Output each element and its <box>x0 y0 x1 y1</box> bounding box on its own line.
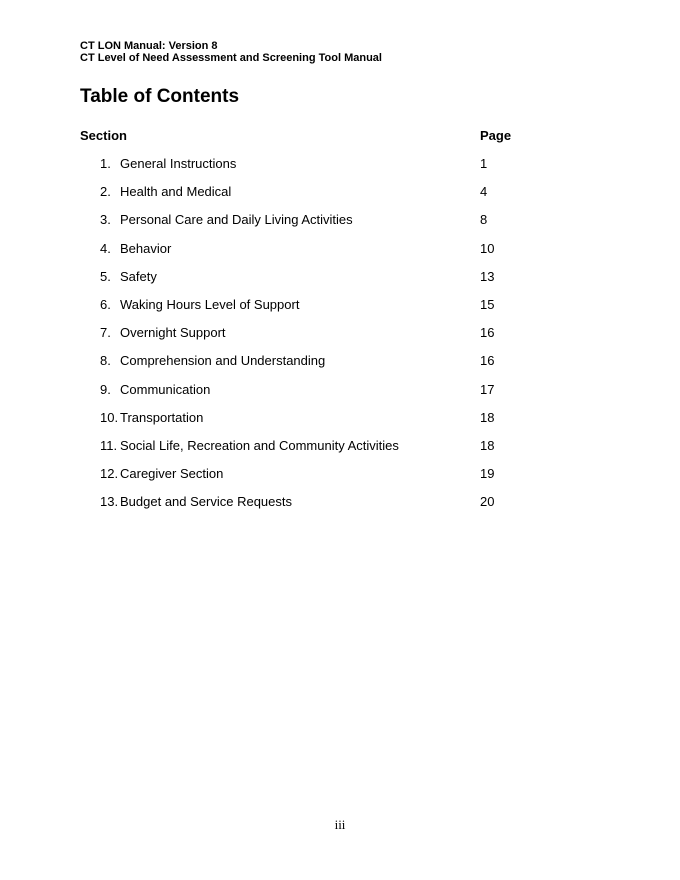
toc-entry-page: 4 <box>480 184 488 200</box>
toc-entry-page: 8 <box>480 212 488 228</box>
page-title: Table of Contents <box>80 86 240 107</box>
toc-entry <box>0 267 680 295</box>
toc-entry-number: 7. <box>100 325 111 341</box>
toc-entry <box>0 210 680 238</box>
toc-entry-title: Personal Care and Daily Living Activities <box>120 212 353 228</box>
toc-entry-page: 16 <box>480 325 495 341</box>
toc-entry-page: 20 <box>480 494 495 510</box>
toc-entry <box>0 154 680 182</box>
toc-entry-number: 13. <box>100 494 119 510</box>
header-manual-version: CT LON Manual: Version 8 <box>80 40 218 52</box>
toc-entry-page: 10 <box>480 240 495 256</box>
toc-entry <box>0 408 680 436</box>
toc-entry <box>0 182 680 210</box>
toc-entry-title: General Instructions <box>120 156 237 171</box>
toc-list <box>0 154 680 520</box>
toc-entry <box>0 239 680 267</box>
toc-entry-number: 10. <box>100 409 119 425</box>
toc-entry-page: 18 <box>480 437 495 453</box>
page-column-header: Page <box>480 128 512 143</box>
toc-entry-title: Safety <box>120 268 157 284</box>
toc-entry-page: 16 <box>480 353 495 369</box>
toc-entry-page: 17 <box>480 381 495 397</box>
toc-entry-page: 19 <box>480 466 495 482</box>
toc-entry-number: 11. <box>100 437 118 453</box>
toc-entry <box>0 323 680 351</box>
toc-entry <box>0 351 680 379</box>
toc-entry-number: 6. <box>100 296 111 312</box>
toc-entry-title: Transportation <box>120 409 204 425</box>
toc-entry-title: Health and Medical <box>120 184 232 200</box>
toc-entry-title: Social Life, Recreation and Community Activities <box>120 437 399 453</box>
toc-entry-title: Waking Hours Level of Support <box>120 296 300 312</box>
toc-entry <box>0 436 680 464</box>
toc-entry-number: 12. <box>100 466 119 482</box>
toc-entry-number: 1. <box>100 156 111 171</box>
toc-entry-number: 5. <box>100 268 111 284</box>
toc-entry-number: 9. <box>100 381 111 397</box>
running-header <box>80 40 382 64</box>
toc-entry-number: 2. <box>100 184 111 200</box>
toc-entry-title: Communication <box>120 381 211 397</box>
header-manual-title: CT Level of Need Assessment and Screening Tool Manual <box>80 52 382 64</box>
toc-entry-title: Behavior <box>120 240 172 256</box>
page-number-footer: iii <box>334 817 346 832</box>
toc-entry-title: Budget and Service Requests <box>120 494 292 510</box>
toc-entry-page: 15 <box>480 296 495 312</box>
toc-entry-page: 18 <box>480 409 495 425</box>
toc-entry <box>0 464 680 492</box>
toc-entry-number: 8. <box>100 353 111 369</box>
toc-entry-title: Caregiver Section <box>120 466 224 482</box>
toc-entry-page: 1 <box>480 156 488 171</box>
toc-entry <box>0 380 680 408</box>
toc-entry-page: 13 <box>480 268 495 284</box>
toc-entry-title: Comprehension and Understanding <box>120 353 326 369</box>
toc-entry <box>0 295 680 323</box>
section-column-header: Section <box>80 128 127 143</box>
toc-entry-title: Overnight Support <box>120 325 226 341</box>
toc-entry <box>0 492 680 520</box>
toc-entry-number: 3. <box>100 212 111 228</box>
toc-entry-number: 4. <box>100 240 111 256</box>
